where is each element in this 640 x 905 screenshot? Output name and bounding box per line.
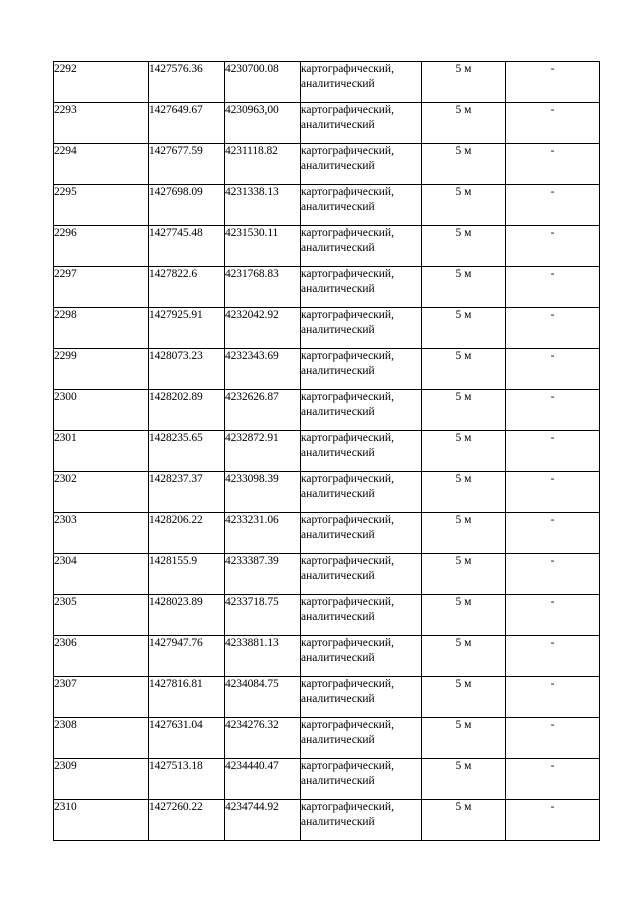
y-coordinate: 4233718.75 <box>225 595 301 636</box>
y-coordinate: 4234276.32 <box>225 718 301 759</box>
method-line-1: картографический, <box>301 104 394 116</box>
method-line-1: картографический, <box>301 432 394 444</box>
x-coordinate: 1427260.22 <box>149 800 225 841</box>
y-coordinate: 4234744.92 <box>225 800 301 841</box>
table-row <box>54 554 600 595</box>
table-row <box>54 677 600 718</box>
accuracy: 5 м <box>422 62 506 103</box>
x-coordinate: 1427649.67 <box>149 103 225 144</box>
method-line-1: картографический, <box>301 391 394 403</box>
note: - <box>506 144 600 185</box>
x-coordinate: 1427513.18 <box>149 759 225 800</box>
table-row <box>54 308 600 349</box>
accuracy: 5 м <box>422 595 506 636</box>
accuracy: 5 м <box>422 636 506 677</box>
y-coordinate: 4230963,00 <box>225 103 301 144</box>
x-coordinate: 1427698.09 <box>149 185 225 226</box>
accuracy: 5 м <box>422 349 506 390</box>
method-line-1: картографический, <box>301 514 394 526</box>
method-line-2: аналитический <box>301 78 375 90</box>
accuracy: 5 м <box>422 759 506 800</box>
note: - <box>506 513 600 554</box>
method-line-2: аналитический <box>301 119 375 131</box>
method-line-2: аналитический <box>301 816 375 828</box>
method-line-1: картографический, <box>301 719 394 731</box>
point-number: 2305 <box>54 595 149 636</box>
x-coordinate: 1428202.89 <box>149 390 225 431</box>
point-number: 2308 <box>54 718 149 759</box>
method-line-1: картографический, <box>301 268 394 280</box>
method-line-2: аналитический <box>301 447 375 459</box>
method-line-1: картографический, <box>301 350 394 362</box>
method-line-2: аналитический <box>301 693 375 705</box>
method-cell <box>301 62 422 103</box>
method-line-2: аналитический <box>301 201 375 213</box>
point-number: 2307 <box>54 677 149 718</box>
method-cell <box>301 144 422 185</box>
note: - <box>506 636 600 677</box>
note: - <box>506 759 600 800</box>
table-row <box>54 103 600 144</box>
method-line-1: картографический, <box>301 227 394 239</box>
table-row <box>54 636 600 677</box>
table-row <box>54 144 600 185</box>
x-coordinate: 1428155.9 <box>149 554 225 595</box>
y-coordinate: 4233881.13 <box>225 636 301 677</box>
method-line-1: картографический, <box>301 145 394 157</box>
y-coordinate: 4232042.92 <box>225 308 301 349</box>
accuracy: 5 м <box>422 554 506 595</box>
table-row <box>54 595 600 636</box>
x-coordinate: 1427925.91 <box>149 308 225 349</box>
table-row <box>54 431 600 472</box>
y-coordinate: 4234440.47 <box>225 759 301 800</box>
method-line-2: аналитический <box>301 775 375 787</box>
method-line-2: аналитический <box>301 283 375 295</box>
method-cell <box>301 431 422 472</box>
x-coordinate: 1427631.04 <box>149 718 225 759</box>
note: - <box>506 103 600 144</box>
accuracy: 5 м <box>422 431 506 472</box>
note: - <box>506 595 600 636</box>
x-coordinate: 1427576.36 <box>149 62 225 103</box>
method-line-1: картографический, <box>301 473 394 485</box>
table-row <box>54 226 600 267</box>
method-cell <box>301 472 422 513</box>
accuracy: 5 м <box>422 226 506 267</box>
point-number: 2299 <box>54 349 149 390</box>
method-cell <box>301 349 422 390</box>
table-row <box>54 62 600 103</box>
method-line-2: аналитический <box>301 529 375 541</box>
y-coordinate: 4232872.91 <box>225 431 301 472</box>
y-coordinate: 4231530.11 <box>225 226 301 267</box>
method-line-2: аналитический <box>301 365 375 377</box>
note: - <box>506 472 600 513</box>
accuracy: 5 м <box>422 677 506 718</box>
method-line-1: картографический, <box>301 801 394 813</box>
accuracy: 5 м <box>422 390 506 431</box>
note: - <box>506 431 600 472</box>
method-line-1: картографический, <box>301 309 394 321</box>
table-row <box>54 800 600 841</box>
x-coordinate: 1427677.59 <box>149 144 225 185</box>
coordinates-table <box>53 61 600 841</box>
point-number: 2310 <box>54 800 149 841</box>
note: - <box>506 267 600 308</box>
method-cell <box>301 718 422 759</box>
method-cell <box>301 636 422 677</box>
note: - <box>506 185 600 226</box>
y-coordinate: 4232343.69 <box>225 349 301 390</box>
point-number: 2303 <box>54 513 149 554</box>
accuracy: 5 м <box>422 513 506 554</box>
method-line-2: аналитический <box>301 324 375 336</box>
method-cell <box>301 390 422 431</box>
table-row <box>54 390 600 431</box>
accuracy: 5 м <box>422 185 506 226</box>
point-number: 2309 <box>54 759 149 800</box>
note: - <box>506 349 600 390</box>
note: - <box>506 554 600 595</box>
method-line-2: аналитический <box>301 570 375 582</box>
accuracy: 5 м <box>422 308 506 349</box>
method-cell <box>301 226 422 267</box>
method-line-1: картографический, <box>301 760 394 772</box>
accuracy: 5 м <box>422 267 506 308</box>
point-number: 2301 <box>54 431 149 472</box>
point-number: 2292 <box>54 62 149 103</box>
method-line-1: картографический, <box>301 637 394 649</box>
point-number: 2293 <box>54 103 149 144</box>
method-line-1: картографический, <box>301 63 394 75</box>
table-row <box>54 718 600 759</box>
method-line-2: аналитический <box>301 488 375 500</box>
table-row <box>54 759 600 800</box>
note: - <box>506 62 600 103</box>
table-row <box>54 267 600 308</box>
method-cell <box>301 185 422 226</box>
note: - <box>506 390 600 431</box>
method-cell <box>301 513 422 554</box>
y-coordinate: 4233387.39 <box>225 554 301 595</box>
note: - <box>506 800 600 841</box>
method-line-2: аналитический <box>301 160 375 172</box>
method-line-1: картографический, <box>301 596 394 608</box>
x-coordinate: 1427822.6 <box>149 267 225 308</box>
point-number: 2302 <box>54 472 149 513</box>
x-coordinate: 1428023.89 <box>149 595 225 636</box>
method-cell <box>301 103 422 144</box>
method-line-2: аналитический <box>301 734 375 746</box>
x-coordinate: 1428073.23 <box>149 349 225 390</box>
table-row <box>54 349 600 390</box>
method-cell <box>301 267 422 308</box>
y-coordinate: 4234084.75 <box>225 677 301 718</box>
method-cell <box>301 800 422 841</box>
note: - <box>506 677 600 718</box>
method-cell <box>301 308 422 349</box>
y-coordinate: 4230700.08 <box>225 62 301 103</box>
method-line-2: аналитический <box>301 611 375 623</box>
table-row <box>54 185 600 226</box>
accuracy: 5 м <box>422 718 506 759</box>
point-number: 2295 <box>54 185 149 226</box>
method-line-1: картографический, <box>301 678 394 690</box>
point-number: 2294 <box>54 144 149 185</box>
y-coordinate: 4231338.13 <box>225 185 301 226</box>
point-number: 2297 <box>54 267 149 308</box>
accuracy: 5 м <box>422 472 506 513</box>
x-coordinate: 1427816.81 <box>149 677 225 718</box>
point-number: 2296 <box>54 226 149 267</box>
x-coordinate: 1427745.48 <box>149 226 225 267</box>
method-line-2: аналитический <box>301 242 375 254</box>
method-cell <box>301 595 422 636</box>
x-coordinate: 1428237.37 <box>149 472 225 513</box>
x-coordinate: 1428235.65 <box>149 431 225 472</box>
y-coordinate: 4232626.87 <box>225 390 301 431</box>
note: - <box>506 308 600 349</box>
y-coordinate: 4231118.82 <box>225 144 301 185</box>
table-row <box>54 472 600 513</box>
accuracy: 5 м <box>422 103 506 144</box>
method-line-2: аналитический <box>301 406 375 418</box>
method-cell <box>301 554 422 595</box>
y-coordinate: 4233098.39 <box>225 472 301 513</box>
method-line-1: картографический, <box>301 555 394 567</box>
method-cell <box>301 759 422 800</box>
method-line-1: картографический, <box>301 186 394 198</box>
x-coordinate: 1427947.76 <box>149 636 225 677</box>
accuracy: 5 м <box>422 144 506 185</box>
y-coordinate: 4233231.06 <box>225 513 301 554</box>
accuracy: 5 м <box>422 800 506 841</box>
note: - <box>506 226 600 267</box>
x-coordinate: 1428206.22 <box>149 513 225 554</box>
table-row <box>54 513 600 554</box>
point-number: 2298 <box>54 308 149 349</box>
coordinates-table-body <box>54 62 600 841</box>
point-number: 2306 <box>54 636 149 677</box>
point-number: 2304 <box>54 554 149 595</box>
method-line-2: аналитический <box>301 652 375 664</box>
point-number: 2300 <box>54 390 149 431</box>
y-coordinate: 4231768.83 <box>225 267 301 308</box>
note: - <box>506 718 600 759</box>
method-cell <box>301 677 422 718</box>
